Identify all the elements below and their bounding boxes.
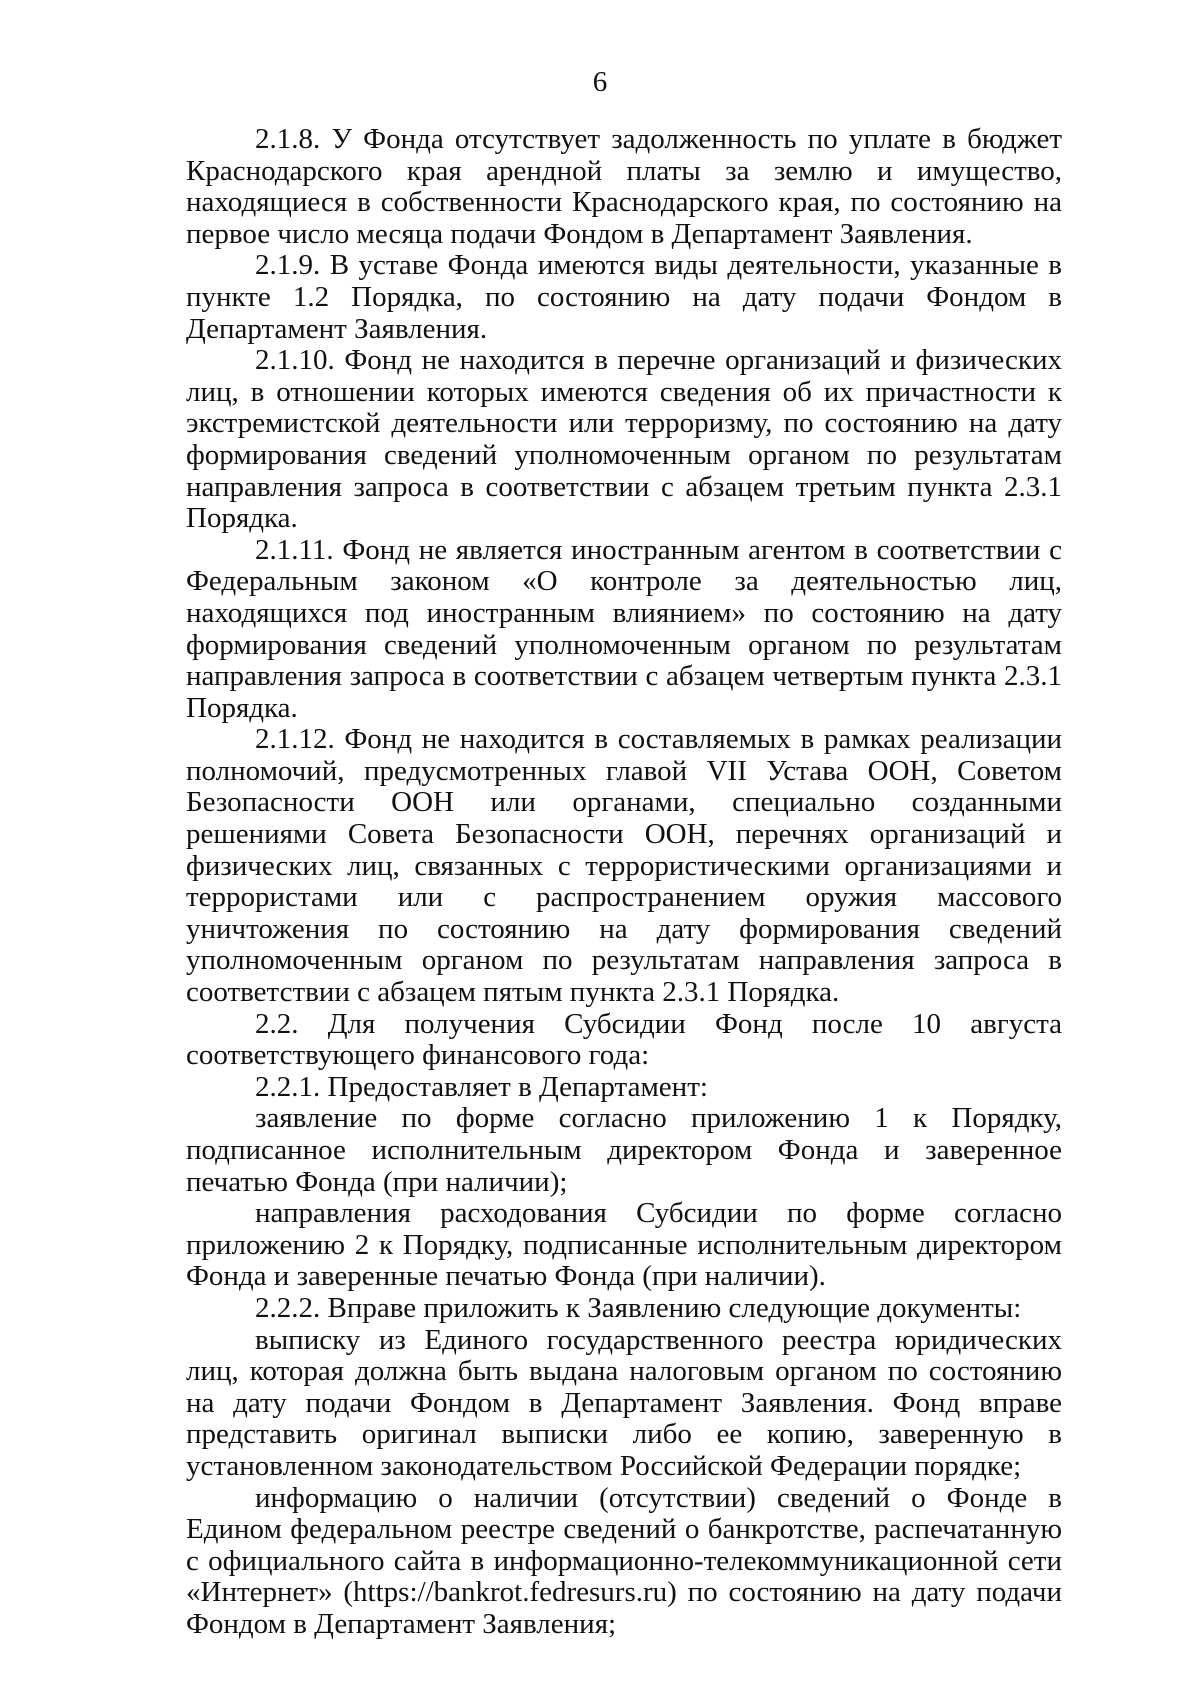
paragraph-2-2-2: 2.2.2. Вправе приложить к Заявлению следующие документы: [255, 1291, 1022, 1324]
paragraph-bankruptcy-info: информацию о наличии (отсутствии) сведений о Фонде в Едином федеральном реестре сведений о банкротстве, распечатанную с официального сайта в информационно-телекоммуникационной сети «Интернет» (https://bankrot.fedresurs.ru) по состоянию на дату подачи Фондом в Департамент Заявления; [186, 1481, 1062, 1640]
paragraph-2-1-11: 2.1.11. Фонд не является иностранным агентом в соответствии с Федеральным законом «О контроле за деятельностью лиц, находящихся под иностранным влиянием» по состоянию на дату формирования сведений уполномоченным органом по результатам направления запроса в соответствии с абзацем четвертым пункта 2.3.1 Порядка. [186, 533, 1062, 724]
paragraph-2-1-12: 2.1.12. Фонд не находится в составляемых в рамках реализации полномочий, предусмотренных главой VII Устава ООН, Советом Безопасности ООН или органами, специально созданными решениями Совета Безопасности ООН, перечнях организаций и физических лиц, связанных с террористическими организациями и террористами или с распространением оружия массового уничтожения по состоянию на дату формирования сведений уполномоченным органом по результатам направления запроса в соответствии с абзацем пятым пункта 2.3.1 Порядка. [186, 723, 1062, 1009]
paragraph-2-1-9: 2.1.9. В уставе Фонда имеются виды деятельности, указанные в пункте 1.2 Порядка, по состоянию на дату подачи Фондом в Департамент Заявления. [186, 249, 1062, 345]
paragraph-2-1-8: 2.1.8. У Фонда отсутствует задолженность по уплате в бюджет Краснодарского края арендной платы за землю и имущество, находящиеся в собственности Краснодарского края, по состоянию на первое число месяца подачи Фондом в Департамент Заявления. [186, 123, 1062, 250]
paragraph-2-2: 2.2. Для получения Субсидии Фонд после 10 августа соответствующего финансового года: [186, 1007, 1062, 1072]
page-number: 6 [592, 66, 608, 98]
paragraph-application-form: заявление по форме согласно приложению 1 к Порядку, подписанное исполнительным директором Фонда и заверенное печатью Фонда (при наличии); [186, 1102, 1062, 1198]
paragraph-spending-directions: направления расходования Субсидии по форме согласно приложению 2 к Порядку, подписанные исполнительным директором Фонда и заверенные печатью Фонда (при наличии). [186, 1197, 1062, 1293]
document-body [186, 124, 1062, 1641]
paragraph-2-1-10: 2.1.10. Фонд не находится в перечне организаций и физических лиц, в отношении которых имеются сведения об их причастности к экстремистской деятельности или терроризму, по состоянию на дату формирования сведений уполномоченным органом по результатам направления запроса в соответствии с абзацем третьим пункта 2.3.1 Порядка. [186, 344, 1062, 535]
paragraph-egrul-extract: выписку из Единого государственного реестра юридических лиц, которая должна быть выдана налоговым органом по состоянию на дату подачи Фондом в Департамент Заявления. Фонд вправе представить оригинал выписки либо ее копию, заверенную в установленном законодательством Российской Федерации порядке; [186, 1323, 1062, 1482]
paragraph-2-2-1: 2.2.1. Предоставляет в Департамент: [255, 1070, 708, 1103]
